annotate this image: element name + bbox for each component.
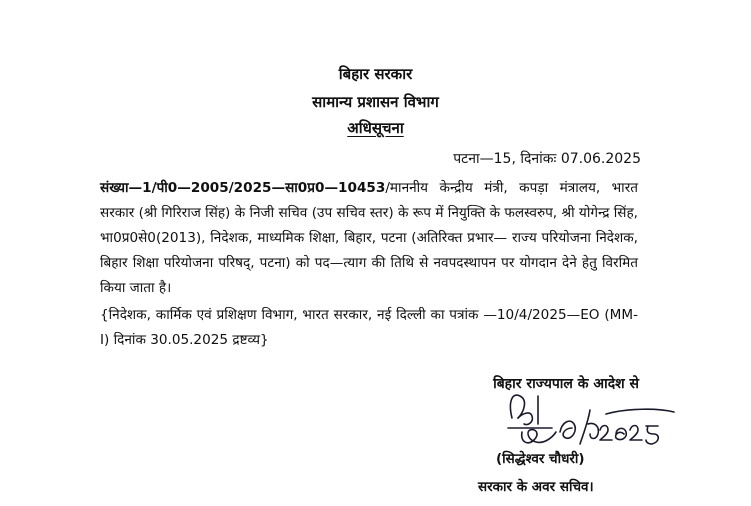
place-date-line: पटना—15, दिनांकः 07.06.2025 [453,151,641,167]
reference-number: संख्या—1/पी0—2005/2025—सा0प्र0—10453 [100,180,386,196]
notification-title: अधिसूचना [347,119,404,137]
signatory-name: (सिद्धेश्वर चौधरी) [496,451,585,467]
governor-order-line: बिहार राज्यपाल के आदेश से [493,376,639,392]
body-paragraph-2: {निदेशक, कार्मिक एवं प्रशिक्षण विभाग, भारत सरकार, नई दिल्ली का पत्रांक —10/4/2025—EO (MM-I) दिनांक 30.05.2025 द्रष्टव्य} [100,307,638,348]
notification-body [100,176,638,353]
body-paragraph-1 [100,176,638,301]
signatory-designation: सरकार के अवर सचिव। [478,479,594,495]
department-heading: सामान्य प्रशासन विभाग [312,93,439,111]
handwritten-signature [498,388,688,450]
government-heading: बिहार सरकार [338,65,413,83]
body-paragraph-1-text: /माननीय केन्द्रीय मंत्री, कपड़ा मंत्रालय, भारत सरकार (श्री गिरिराज सिंह) के निजी सचिव (उप सचिव स्तर) के रूप में नियुक्ति के फलस्वरुप, श्री योगेन्द्र सिंह, भा0प्र0से0(2013), निदेशक, माध्यमिक शिक्षा, बिहार, पटना (अतिरिक्त प्रभार— राज्य परियोजना निदेशक, बिहार शिक्षा परियोजना परिषद्, पटना) को पद—त्याग की तिथि से नवपदस्थापन पर योगदान देने हेतु विरमित किया जाता है। [100,180,638,296]
